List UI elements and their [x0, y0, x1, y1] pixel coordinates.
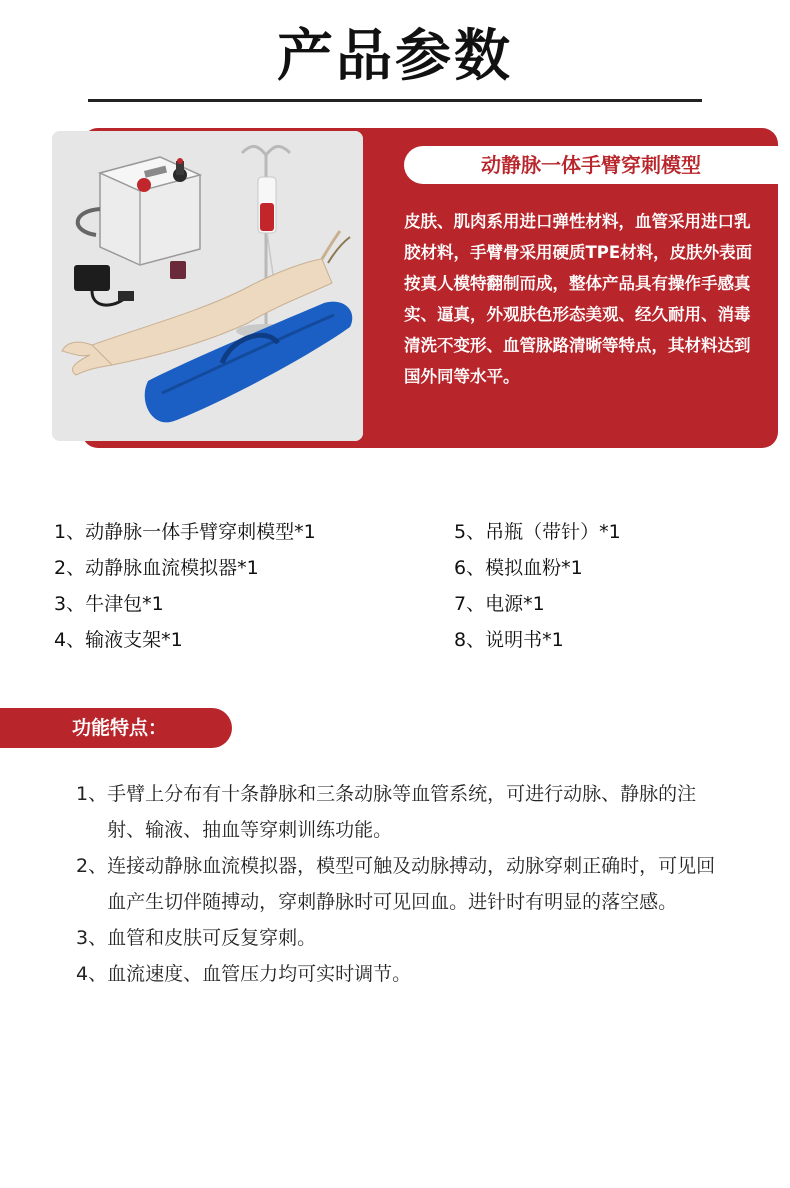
feature-item — [76, 920, 716, 956]
list-item: 5、吊瓶（带针）*1 — [454, 521, 621, 543]
features-heading-tab — [0, 708, 232, 748]
product-photo — [52, 131, 363, 441]
features-heading: 功能特点： — [72, 717, 168, 739]
product-name: 动静脉一体手臂穿刺模型 — [404, 146, 778, 184]
page-title: 产品参数 — [277, 24, 513, 89]
list-item: 4、输液支架*1 — [54, 629, 183, 651]
feature-text: 血流速度、血管压力均可实时调节。 — [107, 963, 412, 985]
feature-item — [76, 848, 716, 920]
feature-number: 1、 — [76, 783, 108, 805]
list-item: 3、牛津包*1 — [54, 593, 164, 615]
blood-powder-icon — [170, 261, 186, 279]
list-item: 1、动静脉一体手臂穿刺模型*1 — [54, 521, 316, 543]
feature-number: 2、 — [76, 855, 108, 877]
feature-text: 连接动静脉血流模拟器，模型可触及动脉搏动，动脉穿刺正确时，可见回血产生切伴随搏动，穿刺静脉时可见回血。进针时有明显的落空感。 — [107, 855, 716, 913]
feature-text: 手臂上分布有十条静脉和三条动脉等血管系统，可进行动脉、静脉的注射、输液、抽血等穿刺训练功能。 — [107, 783, 697, 841]
features-list — [76, 776, 716, 992]
feature-item — [76, 956, 716, 992]
feature-item — [76, 776, 716, 848]
title-divider — [88, 99, 702, 102]
list-item: 7、电源*1 — [454, 593, 545, 615]
feature-text: 血管和皮肤可反复穿刺。 — [107, 927, 317, 949]
package-list-right — [454, 514, 621, 658]
list-item: 2、动静脉血流模拟器*1 — [54, 557, 259, 579]
product-description: 皮肤、肌肉系用进口弹性材料，血管采用进口乳胶材料，手臂骨采用硬质TPE材料，皮肤外表面按真人模特翻制而成，整体产品具有操作手感真实、逼真，外观肤色形态美观、经久耐用、消毒清洗不变形、血管脉路清晰等特点，其材料达到国外同等水平。 — [404, 212, 753, 386]
product-illustration — [52, 131, 363, 441]
list-item: 6、模拟血粉*1 — [454, 557, 583, 579]
list-item: 8、说明书*1 — [454, 629, 564, 651]
package-list-left — [54, 514, 316, 658]
feature-number: 4、 — [76, 963, 108, 985]
feature-number: 3、 — [76, 927, 108, 949]
